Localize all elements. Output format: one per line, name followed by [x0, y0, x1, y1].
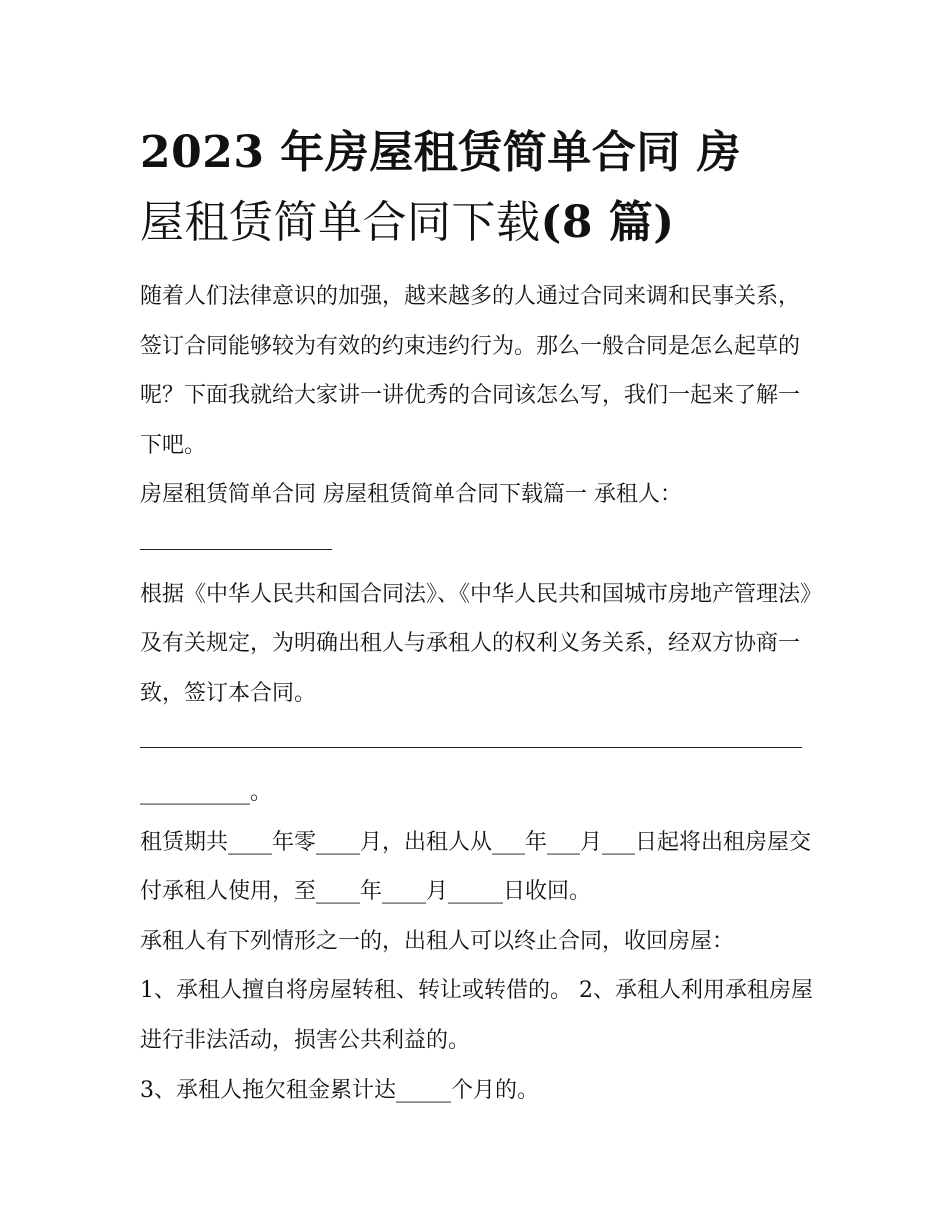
lease-term-paragraph: 租赁期共____年零____月，出租人从___年___月___日起将出租房屋交付承租人使用，至____年____月_____日收回。: [140, 829, 812, 905]
clause-item-3: 3、承租人拖欠租金累计达_____个月的。: [140, 1077, 539, 1103]
blank-line-end: __________。: [140, 779, 273, 805]
title-line-2-prefix: 屋租赁简单合同下载: [140, 197, 541, 248]
full-width-blank: [140, 718, 820, 768]
title-line-1: 2023 年房屋租赁简单合同 房: [140, 127, 742, 178]
section-heading: 房屋租赁简单合同 房屋租赁简单合同下载篇一 承租人：: [140, 482, 682, 508]
tenant-name-blank: [140, 520, 820, 570]
termination-paragraph: 承租人有下列情形之一的，出租人可以终止合同，收回房屋：: [140, 928, 735, 954]
clause-items-1-2: 1、承租人擅自将房屋转租、转让或转借的。 2、承租人利用承租房屋进行非法活动，损害公共利益的。: [140, 978, 813, 1053]
document-page: [140, 118, 820, 1115]
intro-paragraph: 随着人们法律意识的加强，越来越多的人通过合同来调和民事关系，签订合同能够较为有效的约束违约行为。那么一般合同是怎么起草的呢？下面我就给大家讲一讲优秀的合同该怎么写，我们一起来了解一下吧。: [140, 284, 801, 458]
document-title: [140, 118, 820, 258]
title-line-2-suffix: (8 篇): [540, 197, 675, 248]
basis-paragraph: 根据《中华人民共和国合同法》、《中华人民共和国城市房地产管理法》及有关规定，为明确出租人与承租人的权利义务关系，经双方协商一致，签订本合同。: [140, 581, 812, 706]
